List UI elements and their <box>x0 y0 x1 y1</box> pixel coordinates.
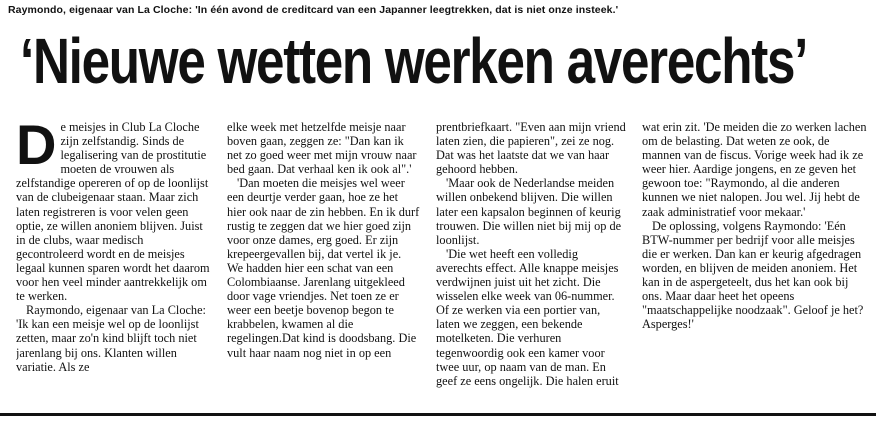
drop-cap: D <box>16 120 57 176</box>
article-paragraph: elke week met hetzelfde meisje naar boven gaan, zeggen ze: "Dan kan ik net zo goed weer met mijn vrouw naar bed gaan. Dat verhaal ken ik ook al".' <box>227 120 417 177</box>
article-paragraph: 'Die wet heeft een volledig averechts effect. Alle knappe meisjes verdwijnen juist uit het zicht. Die wisselen elke week van 06-nummer. Of ze werken via een portier van, laten we zeggen, een bekende motelketen. Die verhuren tegenwoordig ook een kamer voor twee uur, op naam van de man. En geef ze eens ongelijk. Die halen eruit <box>436 246 619 388</box>
article-paragraph: wat erin zit. 'De meiden die zo werken lachen om de belasting. Dat weten ze ook, de mannen van de fiscus. Vorige week had ik ze weer hier. Aardige jongens, en ze geven het gewoon toe: "Raymondo, al die anderen kunnen we niet nalopen. Jou wel. Jij hebt de zaak administratief voor mekaar.' <box>642 120 867 219</box>
article-paragraph: 'Dan moeten die meisjes wel weer een deurtje verder gaan, hoe ze het hier ook naar de zin hebben. En ik durf rustig te zeggen dat we hier goed zijn voor onze dames, erg goed. Er zijn krepeergevallen bij, dat vertel ik je. We hadden hier een schat van een Colombiaanse. Jarenlang uitgekleed door vage vriendjes. Net toen ze er weer een beetje bovenop begon te krabbelen, kwamen al die regelingen.Dat kind is doodsbang. Die vult haar naam nog niet in op een <box>227 176 420 360</box>
article-paragraph <box>16 120 212 303</box>
article-paragraph: Raymondo, eigenaar van La Cloche: 'Ik kan een meisje wel op de loonlijst zetten, maar zo'n kind blijft toch niet jarenlang bij ons. Klanten willen variatie. Als ze <box>16 303 206 374</box>
article-column-1 <box>16 120 212 410</box>
paragraph-text: e meisjes in Club La Cloche zijn zelfstandig. Sinds de legalisering van de prostitutie moeten de vrouwen als zelfstandige opereren of op de loonlijst van de clubeigenaar staan. Maar zich laten registreren is voor velen geen optie, ze willen anoniem blijven. Juist in de clubs, waar medisch gecontroleerd wordt en de meisjes legaal kunnen sparen wordt het daarom voor hen veel minder aantrekkelijk om te werken. <box>16 120 210 304</box>
article-column-2 <box>227 120 420 410</box>
article-column-3 <box>436 120 626 410</box>
article-kicker: Raymondo, eigenaar van La Cloche: 'In één avond de creditcard van een Japanner leegtrekken, dat is niet onze insteek.' <box>8 4 619 16</box>
article-paragraph: De oplossing, volgens Raymondo: 'Eén BTW-nummer per bedrijf voor alle meisjes die er werken. Dan kan er keurig afgedragen worden, en blijven de meiden anoniem. Het kan in de aspergeteelt, dus het kan ook bij ons. Maar daar heet het opeens "maatschappelijke noodzaak". Geloof je het? Asperges!' <box>642 218 864 332</box>
article-paragraph: 'Maar ook de Nederlandse meiden willen onbekend blijven. Die willen later een kapsalon beginnen of keurig trouwen. Die willen niet bij mij op de loonlijst. <box>436 176 622 247</box>
article-headline: ‘Nieuwe wetten werken averechts’ <box>20 25 808 97</box>
article-column-4 <box>642 120 870 410</box>
article-paragraph: prentbriefkaart. "Even aan mijn vriend laten zien, die papieren", zei ze nog. Dat was het laatste dat we van haar gehoord hebben. <box>436 120 626 177</box>
bottom-rule <box>0 413 876 416</box>
